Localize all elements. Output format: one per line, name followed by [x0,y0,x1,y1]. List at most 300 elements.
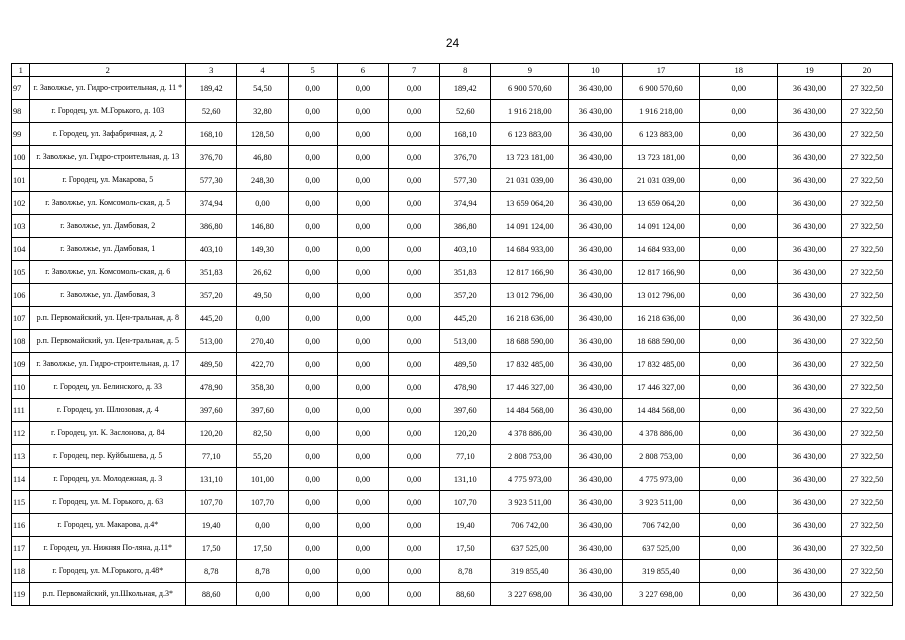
value-cell: 6 123 883,00 [491,123,569,146]
value-cell: 2 808 753,00 [622,445,700,468]
address-cell: р.п. Первомайский, ул.Школьная, д.3* [30,583,186,606]
value-cell: 386,80 [186,215,237,238]
value-cell: 478,90 [440,376,491,399]
value-cell: 36 430,00 [778,261,842,284]
data-table [11,63,893,606]
value-cell: 131,10 [186,468,237,491]
value-cell: 397,60 [186,399,237,422]
value-cell: 36 430,00 [778,192,842,215]
address-cell: г. Заволжье, ул. Дамбовая, 3 [30,284,186,307]
value-cell: 0,00 [388,560,439,583]
value-cell: 351,83 [186,261,237,284]
value-cell: 0,00 [288,583,337,606]
value-cell: 0,00 [337,238,388,261]
value-cell: 27 322,50 [841,445,892,468]
row-number-cell: 99 [12,123,30,146]
value-cell: 0,00 [700,284,778,307]
table-row [12,514,893,537]
value-cell: 27 322,50 [841,100,892,123]
value-cell: 4 775 973,00 [622,468,700,491]
value-cell: 27 322,50 [841,376,892,399]
value-cell: 513,00 [440,330,491,353]
row-number-cell: 119 [12,583,30,606]
value-cell: 36 430,00 [569,284,622,307]
value-cell: 0,00 [388,192,439,215]
value-cell: 36 430,00 [569,353,622,376]
value-cell: 36 430,00 [778,353,842,376]
value-cell: 0,00 [288,376,337,399]
value-cell: 0,00 [700,537,778,560]
value-cell: 403,10 [186,238,237,261]
value-cell: 17,50 [440,537,491,560]
value-cell: 27 322,50 [841,560,892,583]
value-cell: 358,30 [237,376,288,399]
value-cell: 88,60 [440,583,491,606]
table-row [12,123,893,146]
value-cell: 0,00 [388,491,439,514]
value-cell: 422,70 [237,353,288,376]
value-cell: 0,00 [700,353,778,376]
value-cell: 0,00 [388,330,439,353]
column-header: 17 [622,64,700,77]
value-cell: 36 430,00 [569,491,622,514]
address-cell: г. Заволжье, ул. Комсомоль-ская, д. 5 [30,192,186,215]
value-cell: 0,00 [337,169,388,192]
value-cell: 0,00 [288,491,337,514]
row-number-cell: 109 [12,353,30,376]
table-row [12,445,893,468]
table-row [12,376,893,399]
value-cell: 0,00 [337,284,388,307]
value-cell: 513,00 [186,330,237,353]
value-cell: 36 430,00 [569,192,622,215]
table-row [12,330,893,353]
value-cell: 120,20 [440,422,491,445]
value-cell: 0,00 [288,422,337,445]
value-cell: 13 659 064,20 [491,192,569,215]
value-cell: 386,80 [440,215,491,238]
value-cell: 14 684 933,00 [622,238,700,261]
value-cell: 0,00 [288,560,337,583]
row-number-cell: 114 [12,468,30,491]
value-cell: 14 484 568,00 [491,399,569,422]
value-cell: 4 775 973,00 [491,468,569,491]
value-cell: 52,60 [186,100,237,123]
column-header: 18 [700,64,778,77]
value-cell: 27 322,50 [841,123,892,146]
value-cell: 0,00 [388,100,439,123]
row-number-cell: 108 [12,330,30,353]
value-cell: 27 322,50 [841,146,892,169]
value-cell: 36 430,00 [569,422,622,445]
value-cell: 0,00 [337,468,388,491]
value-cell: 351,83 [440,261,491,284]
value-cell: 489,50 [186,353,237,376]
value-cell: 27 322,50 [841,399,892,422]
value-cell: 128,50 [237,123,288,146]
value-cell: 0,00 [388,261,439,284]
value-cell: 36 430,00 [569,445,622,468]
row-number-cell: 97 [12,77,30,100]
row-number-cell: 113 [12,445,30,468]
value-cell: 13 012 796,00 [491,284,569,307]
value-cell: 0,00 [388,169,439,192]
value-cell: 0,00 [388,353,439,376]
value-cell: 0,00 [237,192,288,215]
value-cell: 0,00 [388,238,439,261]
address-cell: р.п. Первомайский, ул. Цен-тральная, д. 5 [30,330,186,353]
value-cell: 27 322,50 [841,491,892,514]
value-cell: 36 430,00 [778,491,842,514]
header-row [12,64,893,77]
column-header: 8 [440,64,491,77]
value-cell: 168,10 [440,123,491,146]
value-cell: 357,20 [186,284,237,307]
value-cell: 0,00 [700,146,778,169]
value-cell: 6 900 570,60 [491,77,569,100]
value-cell: 36 430,00 [778,100,842,123]
value-cell: 1 916 218,00 [491,100,569,123]
value-cell: 0,00 [337,491,388,514]
value-cell: 107,70 [186,491,237,514]
value-cell: 0,00 [337,376,388,399]
table-row [12,215,893,238]
table-row [12,284,893,307]
row-number-cell: 104 [12,238,30,261]
value-cell: 0,00 [700,192,778,215]
value-cell: 706 742,00 [491,514,569,537]
value-cell: 12 817 166,90 [622,261,700,284]
row-number-cell: 106 [12,284,30,307]
value-cell: 0,00 [700,468,778,491]
value-cell: 36 430,00 [778,560,842,583]
table-row [12,583,893,606]
value-cell: 36 430,00 [569,514,622,537]
table-row [12,399,893,422]
value-cell: 6 123 883,00 [622,123,700,146]
address-cell: р.п. Первомайский, ул. Цен-тральная, д. 8 [30,307,186,330]
column-header: 9 [491,64,569,77]
value-cell: 3 227 698,00 [622,583,700,606]
row-number-cell: 110 [12,376,30,399]
column-header: 19 [778,64,842,77]
value-cell: 0,00 [388,307,439,330]
value-cell: 52,60 [440,100,491,123]
value-cell: 319 855,40 [491,560,569,583]
value-cell: 0,00 [337,192,388,215]
value-cell: 445,20 [186,307,237,330]
row-number-cell: 118 [12,560,30,583]
value-cell: 0,00 [337,307,388,330]
value-cell: 120,20 [186,422,237,445]
address-cell: г. Заволжье, ул. Гидро-строительная, д. 13 [30,146,186,169]
value-cell: 19,40 [440,514,491,537]
row-number-cell: 112 [12,422,30,445]
value-cell: 36 430,00 [569,77,622,100]
value-cell: 18 688 590,00 [622,330,700,353]
value-cell: 577,30 [186,169,237,192]
value-cell: 0,00 [288,100,337,123]
value-cell: 0,00 [337,514,388,537]
value-cell: 16 218 636,00 [491,307,569,330]
address-cell: г. Городец, ул. Нижняя По-ляна, д.11* [30,537,186,560]
value-cell: 36 430,00 [569,376,622,399]
value-cell: 168,10 [186,123,237,146]
value-cell: 0,00 [337,445,388,468]
value-cell: 82,50 [237,422,288,445]
value-cell: 36 430,00 [569,261,622,284]
address-cell: г. Городец, ул. Шлюзовая, д. 4 [30,399,186,422]
value-cell: 36 430,00 [778,238,842,261]
column-header: 3 [186,64,237,77]
value-cell: 54,50 [237,77,288,100]
value-cell: 1 916 218,00 [622,100,700,123]
table-row [12,307,893,330]
value-cell: 0,00 [288,284,337,307]
value-cell: 26,62 [237,261,288,284]
value-cell: 27 322,50 [841,537,892,560]
value-cell: 36 430,00 [778,215,842,238]
value-cell: 36 430,00 [778,330,842,353]
value-cell: 14 091 124,00 [622,215,700,238]
value-cell: 0,00 [288,238,337,261]
value-cell: 36 430,00 [569,100,622,123]
value-cell: 27 322,50 [841,238,892,261]
value-cell: 17,50 [186,537,237,560]
value-cell: 107,70 [440,491,491,514]
value-cell: 0,00 [337,100,388,123]
value-cell: 36 430,00 [778,146,842,169]
row-number-cell: 107 [12,307,30,330]
address-cell: г. Заволжье, ул. Дамбовая, 2 [30,215,186,238]
value-cell: 0,00 [388,445,439,468]
column-header: 4 [237,64,288,77]
row-number-cell: 103 [12,215,30,238]
value-cell: 0,00 [388,468,439,491]
value-cell: 0,00 [388,537,439,560]
table-row [12,238,893,261]
value-cell: 0,00 [337,353,388,376]
value-cell: 706 742,00 [622,514,700,537]
value-cell: 36 430,00 [569,169,622,192]
value-cell: 21 031 039,00 [491,169,569,192]
value-cell: 397,60 [237,399,288,422]
value-cell: 577,30 [440,169,491,192]
value-cell: 149,30 [237,238,288,261]
value-cell: 189,42 [186,77,237,100]
column-header: 2 [30,64,186,77]
value-cell: 27 322,50 [841,192,892,215]
value-cell: 0,00 [337,215,388,238]
value-cell: 0,00 [288,353,337,376]
address-cell: г. Городец, ул. Белинского, д. 33 [30,376,186,399]
value-cell: 8,78 [440,560,491,583]
value-cell: 0,00 [700,399,778,422]
value-cell: 3 923 511,00 [491,491,569,514]
row-number-cell: 116 [12,514,30,537]
value-cell: 0,00 [288,537,337,560]
table-row [12,422,893,445]
value-cell: 3 227 698,00 [491,583,569,606]
value-cell: 36 430,00 [778,399,842,422]
value-cell: 637 525,00 [491,537,569,560]
address-cell: г. Заволжье, ул. Гидро-строительная, д. 11 * [30,77,186,100]
address-cell: г. Городец, ул. М. Горького, д. 63 [30,491,186,514]
value-cell: 36 430,00 [778,445,842,468]
address-cell: г. Городец, ул. М.Горького, д. 103 [30,100,186,123]
value-cell: 27 322,50 [841,169,892,192]
value-cell: 0,00 [700,330,778,353]
value-cell: 0,00 [288,330,337,353]
value-cell: 146,80 [237,215,288,238]
table-row [12,192,893,215]
value-cell: 376,70 [440,146,491,169]
value-cell: 0,00 [337,123,388,146]
value-cell: 0,00 [700,169,778,192]
value-cell: 0,00 [700,307,778,330]
value-cell: 36 430,00 [778,514,842,537]
value-cell: 55,20 [237,445,288,468]
value-cell: 13 723 181,00 [491,146,569,169]
address-cell: г. Городец, ул. Зафабричная, д. 2 [30,123,186,146]
value-cell: 101,00 [237,468,288,491]
value-cell: 0,00 [337,560,388,583]
value-cell: 0,00 [337,330,388,353]
value-cell: 36 430,00 [569,399,622,422]
value-cell: 0,00 [288,307,337,330]
value-cell: 319 855,40 [622,560,700,583]
value-cell: 0,00 [700,215,778,238]
value-cell: 36 430,00 [778,284,842,307]
table-row [12,169,893,192]
value-cell: 36 430,00 [569,330,622,353]
value-cell: 0,00 [700,100,778,123]
value-cell: 0,00 [288,192,337,215]
value-cell: 397,60 [440,399,491,422]
value-cell: 27 322,50 [841,422,892,445]
value-cell: 0,00 [337,537,388,560]
value-cell: 36 430,00 [778,376,842,399]
value-cell: 0,00 [388,123,439,146]
value-cell: 2 808 753,00 [491,445,569,468]
value-cell: 18 688 590,00 [491,330,569,353]
address-cell: г. Городец, пер. Куйбышева, д. 5 [30,445,186,468]
row-number-cell: 111 [12,399,30,422]
value-cell: 13 012 796,00 [622,284,700,307]
value-cell: 0,00 [700,583,778,606]
value-cell: 14 091 124,00 [491,215,569,238]
value-cell: 0,00 [388,77,439,100]
value-cell: 27 322,50 [841,583,892,606]
value-cell: 374,94 [186,192,237,215]
value-cell: 36 430,00 [569,215,622,238]
value-cell: 27 322,50 [841,77,892,100]
column-header: 5 [288,64,337,77]
value-cell: 0,00 [288,468,337,491]
value-cell: 32,80 [237,100,288,123]
value-cell: 17 832 485,00 [491,353,569,376]
value-cell: 374,94 [440,192,491,215]
value-cell: 0,00 [237,514,288,537]
value-cell: 4 378 886,00 [491,422,569,445]
address-cell: г. Городец, ул. К. Заслонова, д. 84 [30,422,186,445]
column-header: 20 [841,64,892,77]
value-cell: 0,00 [337,77,388,100]
value-cell: 27 322,50 [841,353,892,376]
value-cell: 17 446 327,00 [491,376,569,399]
value-cell: 14 484 568,00 [622,399,700,422]
value-cell: 36 430,00 [778,307,842,330]
value-cell: 0,00 [388,376,439,399]
row-number-cell: 102 [12,192,30,215]
value-cell: 14 684 933,00 [491,238,569,261]
value-cell: 0,00 [388,399,439,422]
value-cell: 36 430,00 [569,583,622,606]
row-number-cell: 117 [12,537,30,560]
value-cell: 0,00 [337,583,388,606]
row-number-cell: 98 [12,100,30,123]
value-cell: 0,00 [288,215,337,238]
value-cell: 17 832 485,00 [622,353,700,376]
value-cell: 27 322,50 [841,261,892,284]
value-cell: 0,00 [700,238,778,261]
value-cell: 0,00 [700,560,778,583]
value-cell: 0,00 [700,376,778,399]
value-cell: 376,70 [186,146,237,169]
value-cell: 0,00 [388,284,439,307]
value-cell: 6 900 570,60 [622,77,700,100]
value-cell: 17,50 [237,537,288,560]
value-cell: 27 322,50 [841,514,892,537]
value-cell: 131,10 [440,468,491,491]
column-header: 6 [337,64,388,77]
table-row [12,537,893,560]
address-cell: г. Городец, ул. М.Горького, д.48* [30,560,186,583]
value-cell: 36 430,00 [569,146,622,169]
value-cell: 0,00 [700,77,778,100]
value-cell: 0,00 [700,514,778,537]
value-cell: 36 430,00 [569,307,622,330]
value-cell: 637 525,00 [622,537,700,560]
value-cell: 27 322,50 [841,284,892,307]
value-cell: 8,78 [186,560,237,583]
value-cell: 49,50 [237,284,288,307]
value-cell: 27 322,50 [841,215,892,238]
value-cell: 0,00 [388,146,439,169]
address-cell: г. Городец, ул. Молодежная, д. 3 [30,468,186,491]
column-header: 1 [12,64,30,77]
value-cell: 36 430,00 [569,468,622,491]
value-cell: 4 378 886,00 [622,422,700,445]
value-cell: 0,00 [700,422,778,445]
value-cell: 27 322,50 [841,468,892,491]
column-header: 10 [569,64,622,77]
row-number-cell: 105 [12,261,30,284]
value-cell: 0,00 [288,146,337,169]
value-cell: 489,50 [440,353,491,376]
table-row [12,100,893,123]
row-number-cell: 100 [12,146,30,169]
address-cell: г. Заволжье, ул. Комсомоль-ская, д. 6 [30,261,186,284]
page-number: 24 [445,36,460,50]
value-cell: 36 430,00 [569,238,622,261]
value-cell: 19,40 [186,514,237,537]
value-cell: 36 430,00 [569,123,622,146]
value-cell: 0,00 [337,261,388,284]
value-cell: 0,00 [388,583,439,606]
value-cell: 0,00 [700,261,778,284]
value-cell: 13 659 064,20 [622,192,700,215]
